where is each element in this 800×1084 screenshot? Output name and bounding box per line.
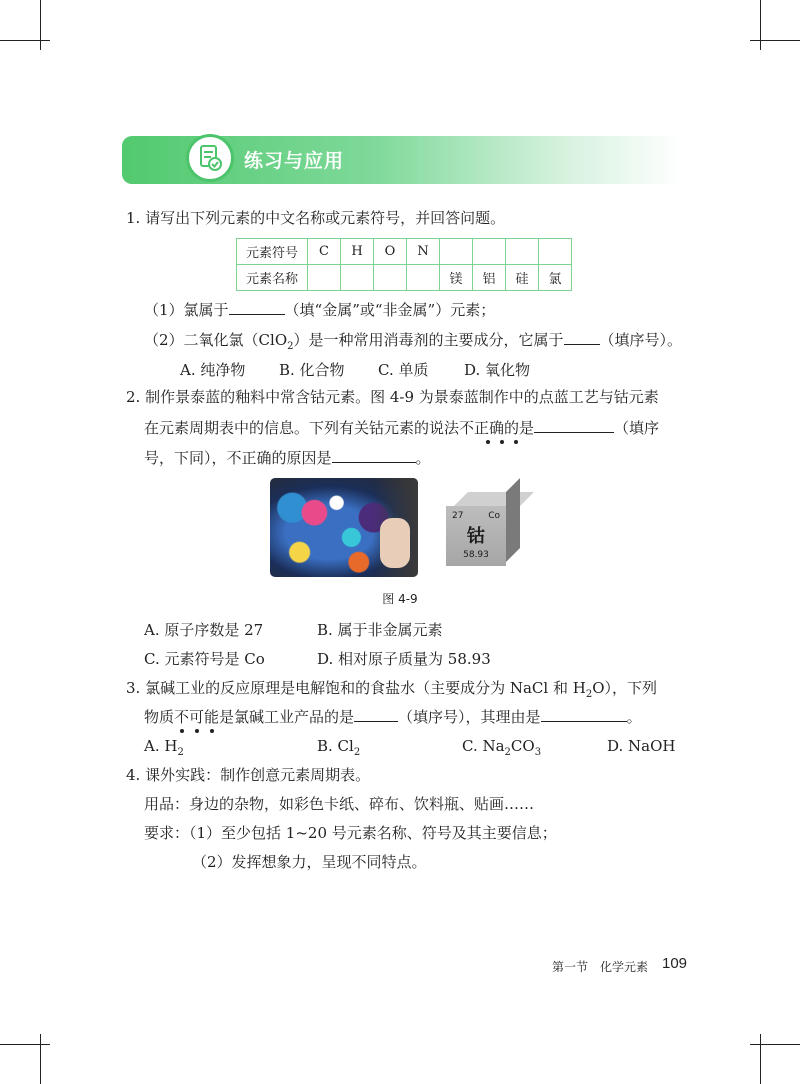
table-cell: 氯: [539, 265, 572, 291]
table-cell: [341, 265, 374, 291]
subscript: 3: [534, 747, 542, 758]
table-cell: [308, 265, 341, 291]
crop-mark: [40, 1034, 41, 1084]
footer-section: 第一节 化学元素: [552, 960, 649, 974]
crop-mark: [0, 1044, 50, 1045]
exercise-icon: [186, 134, 234, 182]
q1-sub1: [144, 300, 495, 320]
atomic-number: 27: [452, 511, 464, 521]
text-span: 是氯碱工业产品的是: [219, 708, 355, 726]
q2-line3: [144, 448, 431, 468]
table-cell: [374, 265, 407, 291]
crop-mark: [750, 1044, 800, 1045]
subscript: 2: [353, 747, 361, 758]
text-span: 的是: [504, 419, 535, 437]
figure-caption: 图 4-9: [382, 592, 418, 606]
crop-mark: [750, 40, 800, 41]
text-span: 号，下同），不正确的原因是: [144, 449, 332, 467]
text-span: 。: [415, 449, 431, 467]
text-span: （2）二氧化氯（ClO: [144, 331, 288, 349]
crop-mark: [0, 40, 50, 41]
q1-sub2: [144, 330, 682, 357]
text-span: B. Cl: [317, 737, 354, 755]
emphasis-text: 不正确: [459, 419, 505, 437]
emphasis-dot: [180, 729, 184, 733]
q3-line1: [126, 678, 657, 705]
table-cell: [506, 239, 539, 265]
table-cell: [440, 239, 473, 265]
answer-blank[interactable]: [534, 418, 614, 433]
table-cell: N: [407, 239, 440, 265]
q2-option-a: A. 原子序数是 27: [144, 621, 264, 639]
cloisonne-photo: [270, 478, 418, 577]
table-cell: 元素名称: [237, 265, 308, 291]
atomic-mass: 58.93: [463, 550, 489, 560]
table-cell: H: [341, 239, 374, 265]
q1-option-c: C. 单质: [378, 361, 429, 379]
text-span: ）是一种常用消毒剂的主要成分，它属于: [293, 331, 564, 349]
table-cell: [407, 265, 440, 291]
subscript: 2: [585, 689, 593, 700]
crop-mark: [40, 0, 41, 50]
q1-option-b: B. 化合物: [279, 361, 345, 379]
subscript: 2: [287, 341, 294, 352]
crop-mark: [760, 1034, 761, 1084]
q1-prompt: 1. 请写出下列元素的中文名称或元素符号，并回答问题。: [126, 209, 506, 227]
table-row: [237, 239, 572, 265]
element-card-cobalt: [446, 506, 506, 566]
text-span: （填“金属”或“非金属”）元素；: [284, 301, 496, 319]
crop-mark: [760, 0, 761, 50]
q2-option-c: C. 元素符号是 Co: [144, 650, 265, 668]
text-span: （填序号），其理由是: [398, 708, 541, 726]
q1-option-a: A. 纯净物: [180, 361, 246, 379]
photo-hand: [380, 518, 410, 568]
element-name: 钴: [467, 526, 485, 547]
emphasis-dot: [195, 729, 199, 733]
text-span: A. H: [144, 737, 178, 755]
page-number: 109: [662, 955, 688, 972]
q4-line2: 用品：身边的杂物，如彩色卡纸、碎布、饮料瓶、贴画……: [144, 795, 535, 813]
q4-line4: （2）发挥想象力，呈现不同特点。: [192, 853, 427, 871]
text-span: C. Na: [462, 737, 505, 755]
emphasis-dot: [514, 440, 518, 444]
element-cube-top: [454, 492, 534, 506]
text-span: 在元素周期表中的信息。下列有关钴元素的说法: [144, 419, 460, 437]
answer-blank[interactable]: [332, 448, 416, 463]
answer-blank[interactable]: [354, 707, 398, 722]
q2-line1: 2. 制作景泰蓝的釉料中常含钴元素。图 4-9 为景泰蓝制作中的点蓝工艺与钴元素: [126, 388, 659, 406]
table-cell: 镁: [440, 265, 473, 291]
text-span: （填序号）。: [599, 331, 683, 349]
q4-line1: 4. 课外实践：制作创意元素周期表。: [126, 766, 371, 784]
q2-option-b: B. 属于非金属元素: [317, 621, 443, 639]
emphasis-dot: [486, 440, 490, 444]
q3-option-a: [144, 736, 184, 763]
q2-option-d: D. 相对原子质量为 58.93: [317, 650, 491, 668]
text-span: （1）氯属于: [144, 301, 229, 319]
element-cube-side: [506, 478, 520, 562]
table-cell: 硅: [506, 265, 539, 291]
answer-blank[interactable]: [229, 300, 285, 315]
element-symbol: Co: [488, 511, 500, 521]
emphasis-dot: [500, 440, 504, 444]
q3-line2: [144, 707, 642, 727]
table-cell: O: [374, 239, 407, 265]
text-span: （填序: [614, 419, 660, 437]
text-span: 3. 氯碱工业的反应原理是电解饱和的食盐水（主要成分为 NaCl 和 H: [126, 679, 586, 697]
q1-option-d: D. 氧化物: [464, 361, 531, 379]
emphasis-text: 不可能: [174, 708, 220, 726]
text-span: 。: [626, 708, 642, 726]
table-cell: 铝: [473, 265, 506, 291]
q3-option-b: [317, 736, 360, 763]
emphasis-dot: [210, 729, 214, 733]
table-row: [237, 265, 572, 291]
subscript: 2: [177, 747, 184, 758]
element-table: [236, 238, 572, 291]
section-title: 练习与应用: [244, 150, 345, 172]
q3-option-d: D. NaOH: [607, 737, 676, 755]
table-cell: 元素符号: [237, 239, 308, 265]
answer-blank[interactable]: [541, 707, 627, 722]
q4-line3: 要求：（1）至少包括 1~20 号元素名称、符号及其主要信息；: [144, 824, 557, 842]
text-span: CO: [510, 737, 535, 755]
table-cell: C: [308, 239, 341, 265]
subscript: 2: [504, 747, 511, 758]
text-span: 物质: [144, 708, 175, 726]
table-cell: [473, 239, 506, 265]
q3-option-c: [462, 736, 541, 763]
q2-line2: [144, 418, 659, 438]
text-span: O），下列: [592, 679, 657, 697]
table-cell: [539, 239, 572, 265]
answer-blank[interactable]: [564, 330, 600, 345]
